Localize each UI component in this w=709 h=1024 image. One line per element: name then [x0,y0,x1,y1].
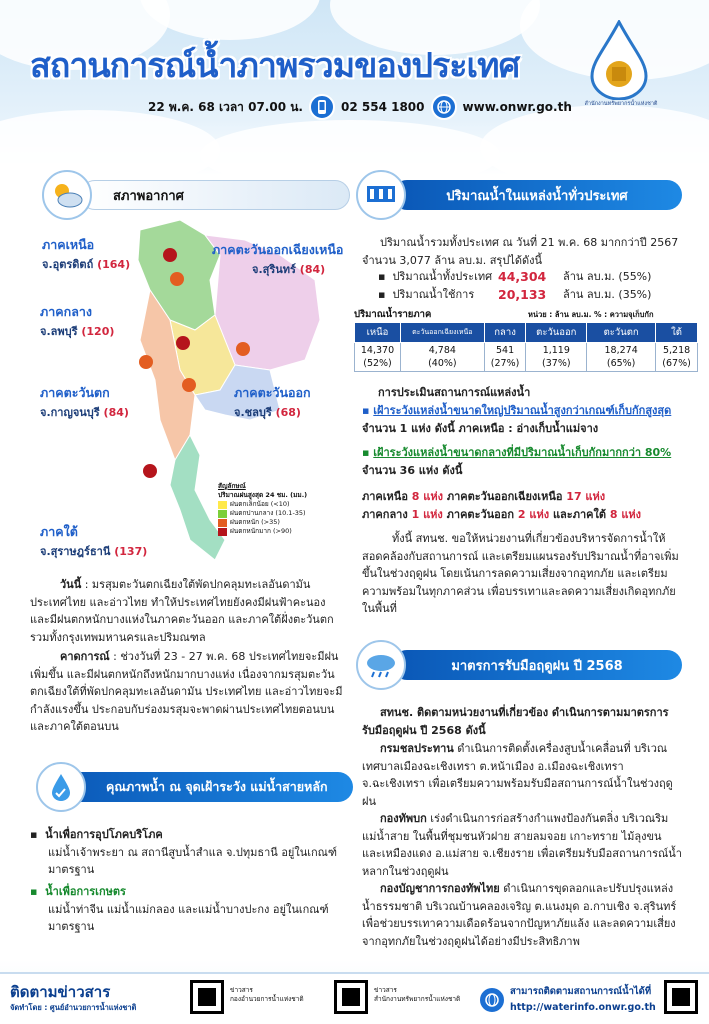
rain-icon [139,355,153,369]
heavy-rain-icon [143,464,157,478]
region-name: ภาคตะวันตก [40,385,110,400]
water-drop-icon [36,762,86,812]
rain-value: 84 [108,406,124,419]
province: จ.ชลบุรี [234,406,272,419]
quality-item: ▪ น้ำเพื่อการอุปโภคบริโภค แม่น้ำเจ้าพระยา ณ สถานีสูบน้ำสำแล จ.ปทุมธานี อยู่ในเกณฑ์มาตรฐาน [30,826,345,879]
legend-swatch [218,501,227,509]
measures-intro: สทนช. ติดตามหน่วยงานที่เกี่ยวข้อง ดำเนินการตามมาตรการรับมือฤดูฝน ปี 2568 ดังนี้ [362,706,669,737]
quality-head: น้ำเพื่อการเกษตร [45,885,126,898]
org-caption: สำนักงานทรัพยากรน้ำแห่งชาติ [584,101,658,107]
legend-item [218,518,328,527]
table-unit: หน่วย : ล้าน ลบ.ม. % : ความจุเก็บกัก [528,310,654,319]
reservoir-title: ปริมาณน้ำในแหล่งน้ำทั่วประเทศ [446,188,628,204]
region-central: ภาคกลาง จ.ลพบุรี (120) [40,304,115,338]
page-title: สถานการณ์น้ำภาพรวมของประเทศ [30,46,520,86]
table-header: ตะวันตก [587,323,656,343]
forecast-text: : ช่วงวันที่ 23 - 27 พ.ค. 68 ประเทศไทยจะมีฝนเพิ่มขึ้น และมีฝนตกหนักถึงหนักมากบางแห่ง เนื่องจากมรสุมตะวันตกเฉียงใต้ที่พัดปกคลุมทะเลอันดามัน ประเทศไทย และอ่าวไทยจะมีกำลังแรงขึ้น ประกอบกับร่องมรสุมจะพาดผ่านประเทศไทยตอนบนและภาคใต้ตอนบน [30,650,343,733]
measures-section-header [392,650,682,680]
table-cell: 14,370 (52%) [355,343,401,372]
assess-medium-detail: ภาคเหนือ 8 แห่ง ภาคตะวันออกเฉียงเหนือ 17 แห่ง ภาคกลาง 1 แห่ง ภาคตะวันออก 2 แห่ง และภาคใต้ 8 แห่ง [362,490,642,521]
heavy-rain-icon [163,248,177,262]
qr-code-icon[interactable] [664,980,698,1014]
assess-large: ▪ เฝ้าระวังแหล่งน้ำขนาดใหญ่ปริมาณน้ำสูงกว่าเกณฑ์เก็บกักสูงสุด จำนวน 1 แห่ง ดังนี้ ภาคเหนือ : อ่างเก็บน้ำแม่จาง [362,404,672,435]
legend-swatch [218,528,227,536]
table-cell: 1,119 (37%) [526,343,587,372]
report-date: 22 พ.ค. 68 เวลา 07.00 น. [148,99,303,114]
qr1-caption: ข่าวสาร กองอำนวยการน้ำแห่งชาติ [230,986,304,1003]
rain-icon [236,342,250,356]
assess-medium-link[interactable]: เฝ้าระวังแหล่งน้ำขนาดกลางที่มีปริมาณน้ำเก็บกักมากกว่า 80% [373,446,672,459]
quality-text: แม่น้ำเจ้าพระยา ณ สถานีสูบน้ำสำแล จ.ปทุมธานี อยู่ในเกณฑ์มาตรฐาน [48,845,338,876]
measure-text: ดำเนินการติดตั้งเครื่องสูบน้ำเคลื่อนที่ บริเวณเทศบาลเมืองฉะเชิงเทรา ต.หน้าเมือง อ.เมืองฉะเชิงเทรา จ.ฉะเชิงเทรา เพื่อเตรียมความพร้อมรับมือสถานการณ์น้ำในช่วงฤดูฝน [362,742,673,808]
region-northeast: ภาคตะวันออกเฉียงเหนือ จ.สุรินทร์ (84) [212,242,344,276]
legend-label: ฝนตกเล็กน้อย (<10) [230,500,290,508]
table-cell: 541 (27%) [484,343,526,372]
follow-label: ติดตามข่าวสาร [10,983,111,1001]
table-header: ตะวันออก [526,323,587,343]
assess-large-rest: จำนวน 1 แห่ง ดังนี้ ภาคเหนือ : อ่างเก็บน้ำแม่จาง [362,421,599,435]
province: จ.กาญจนบุรี [40,406,100,419]
rain-value: 84 [304,263,321,276]
row-label: ปริมาณน้ำใช้การ [392,288,475,301]
row-value: 20,133 [498,287,547,302]
measure-org: กองบัญชาการกองทัพไทย [380,882,500,895]
table-header: ใต้ [656,323,698,343]
legend-subtitle: ปริมาณฝนสูงสุด 24 ชม. (มม.) [218,491,308,499]
table-cell: 4,784 (40%) [401,343,485,372]
measure-org: กรมชลประทาน [380,742,454,755]
region-name: ภาคใต้ [40,524,78,539]
assess-large-link[interactable]: เฝ้าระวังแหล่งน้ำขนาดใหญ่ปริมาณน้ำสูงกว่าเกณฑ์เก็บกักสูงสุด [373,404,672,417]
phone-icon [309,94,335,120]
regional-water-table [354,322,698,372]
measure-item [362,810,684,880]
track-label: สามารถติดตามสถานการณ์น้ำได้ที่ [510,986,652,997]
row-value: 44,304 [498,269,547,284]
table-row [355,343,698,372]
rain-value: 164 [102,258,126,271]
forecast-label: คาดการณ์ [60,650,110,663]
info-bar [148,92,572,122]
province: จ.อุตรดิตถ์ [42,258,94,271]
legend-title: สัญลักษณ์ [218,482,246,490]
heavy-rain-icon [176,336,190,350]
rain-legend [218,482,328,536]
rain-value: 137 [119,545,143,558]
legend-item [218,500,328,509]
province: จ.สุรินทร์ [252,263,296,276]
today-label: วันนี้ [60,578,82,591]
region-south: ภาคใต้ จ.สุราษฎร์ธานี (137) [40,524,148,558]
region-east: ภาคตะวันออก จ.ชลบุรี (68) [234,385,311,419]
row-unit: ล้าน ลบ.ม. (35%) [563,288,652,301]
footer [0,972,709,1024]
rain-cloud-icon [356,640,406,690]
reservoir-note: ทั้งนี้ สทนช. ขอให้หน่วยงานที่เกี่ยวข้องบริหารจัดการน้ำให้สอดคล้องกับสถานการณ์ และเตรียมแผนรองรับปริมาณน้ำที่อาจเพิ่มขึ้นในช่วงฤดูฝน โดยเน้นการลดความเสี่ยงจากอุทกภัย และเตรียมความพร้อมในทุกภาคส่วน เพื่อบรรเทาและลดความเสี่ยงเกิดอุทกภัยในพื้นที่ [362,532,679,615]
table-header: เหนือ [355,323,401,343]
table-header-row [355,323,698,343]
weather-today [30,576,345,646]
assess-title: การประเมินสถานการณ์แหล่งน้ำ [378,386,531,399]
qr2-caption: ข่าวสาร สำนักงานทรัพยากรน้ำแห่งชาติ [374,986,461,1003]
rain-icon [182,378,196,392]
assess-medium: ▪ เฝ้าระวังแหล่งน้ำขนาดกลางที่มีปริมาณน้ำเก็บกักมากกว่า 80% จำนวน 36 แห่ง ดังนี้ [362,446,672,477]
qr-code-icon[interactable] [334,980,368,1014]
region-name: ภาคเหนือ [42,237,95,252]
onwr-logo [582,20,656,100]
weather-section-header [80,180,350,210]
usable-water-row: ▪ ปริมาณน้ำใช้การ 20,133 ล้าน ลบ.ม. (35%) [378,287,652,302]
quality-title: คุณภาพน้ำ ณ จุดเฝ้าระวัง แม่น้ำสายหลัก [106,779,328,794]
table-title: ปริมาณน้ำรายภาค [354,309,432,320]
province: จ.สุราษฎร์ธานี [40,545,111,558]
quality-item: ▪ น้ำเพื่อการเกษตร แม่น้ำท่าจีน แม่น้ำแม่กลอง และแม่น้ำบางปะกง อยู่ในเกณฑ์มาตรฐาน [30,883,345,936]
quality-text: แม่น้ำท่าจีน แม่น้ำแม่กลอง และแม่น้ำบางปะกง อยู่ในเกณฑ์มาตรฐาน [48,902,329,933]
measure-item [362,880,684,950]
row-unit: ล้าน ลบ.ม. (55%) [563,270,652,283]
legend-swatch [218,510,227,518]
rain-value: 68 [280,406,296,419]
today-text: : มรสุมตะวันตกเฉียงใต้พัดปกคลุมทะเลอันดามัน ประเทศไทย และอ่าวไทย ทำให้ประเทศไทยยังคงมีฝนฟ้าคะนอง และมีฝนตกหนักบางแห่งในภาคตะวันออก และภาคใต้ฝั่งตะวันตก รวมทั้งกรุงเทพมหานครและปริมณฑล [30,578,334,644]
rain-icon [170,272,184,286]
phone-number: 02 554 1800 [341,100,425,114]
legend-item [218,527,328,536]
quality-section-header [48,772,353,802]
website-link[interactable]: www.onwr.go.th [462,100,572,114]
qr-code-icon[interactable] [190,980,224,1014]
legend-item [218,509,328,518]
measure-org: กองทัพบก [380,812,427,825]
reservoir-intro: ปริมาณน้ำรวมทั้งประเทศ ณ วันที่ 21 พ.ค. 68 มากกว่าปี 2567 จำนวน 3,077 ล้าน ลบ.ม. สรุปได้ดังนี้ [362,236,679,267]
globe-icon [478,986,506,1014]
region-north: ภาคเหนือ จ.อุตรดิตถ์ (164) [42,237,131,271]
weather-icon [42,170,92,220]
globe-icon [431,94,457,120]
measure-text: เร่งดำเนินการก่อสร้างกำแพงป้องกันตลิ่ง บริเวณริมแม่น้ำสาย ในพื้นที่ชุมชนหัวฝาย สายลมจอย เกาะทราย ไม้ลุงขน และเหมืองแดง อ.แม่สาย จ.เชียงราย เพื่อเตรียมรับมือสถานการณ์น้ำหลากในช่วงฤดูฝน [362,812,682,878]
legend-label: ฝนตกหนัก (>35) [230,518,280,526]
province: จ.ลพบุรี [40,325,78,338]
measure-text: ดำเนินการขุดลอกและปรับปรุงแหล่งน้ำธรรมชาติ บริเวณบ้านคลองเจริญ ต.แนงมุด อ.กาบเชิง จ.สุรินทร์ เพื่อช่วยบรรเทาความเดือดร้อนจากปัญหาภัยแล้ง และลดความเสี่ยงจากอุทกภัยในช่วงฤดูฝนได้อย่างมีประสิทธิภาพ [362,882,677,948]
measure-item [362,740,684,810]
reservoir-section-header [392,180,682,210]
assess-medium-rest: จำนวน 36 แห่ง ดังนี้ [362,463,463,477]
total-water-row: ▪ ปริมาณน้ำทั้งประเทศ 44,304 ล้าน ลบ.ม. (55%) [378,269,652,284]
legend-swatch [218,519,227,527]
legend-label: ฝนตกปานกลาง (10.1-35) [230,509,306,517]
weather-forecast [30,648,345,736]
table-header: ตะวันออกเฉียงเหนือ [401,323,485,343]
table-cell: 18,274 (65%) [587,343,656,372]
track-url[interactable]: http://waterinfo.onwr.go.th [510,1002,656,1013]
quality-head: น้ำเพื่อการอุปโภคบริโภค [45,828,163,841]
region-name: ภาคตะวันออก [234,385,311,400]
region-west: ภาคตะวันตก จ.กาญจนบุรี (84) [40,385,129,419]
rain-value: 120 [86,325,110,338]
table-header: กลาง [484,323,526,343]
weather-title: สภาพอากาศ [113,188,184,204]
made-by: จัดทำโดย : ศูนย์อำนวยการน้ำแห่งชาติ [10,1003,137,1012]
row-label: ปริมาณน้ำทั้งประเทศ [392,270,493,283]
region-name: ภาคกลาง [40,304,92,319]
legend-label: ฝนตกหนักมาก (>90) [230,527,292,535]
table-cell: 5,218 (67%) [656,343,698,372]
measures-title: มาตรการรับมือฤดูฝน ปี 2568 [451,658,623,674]
dam-icon [356,170,406,220]
region-name: ภาคตะวันออกเฉียงเหนือ [212,242,344,257]
